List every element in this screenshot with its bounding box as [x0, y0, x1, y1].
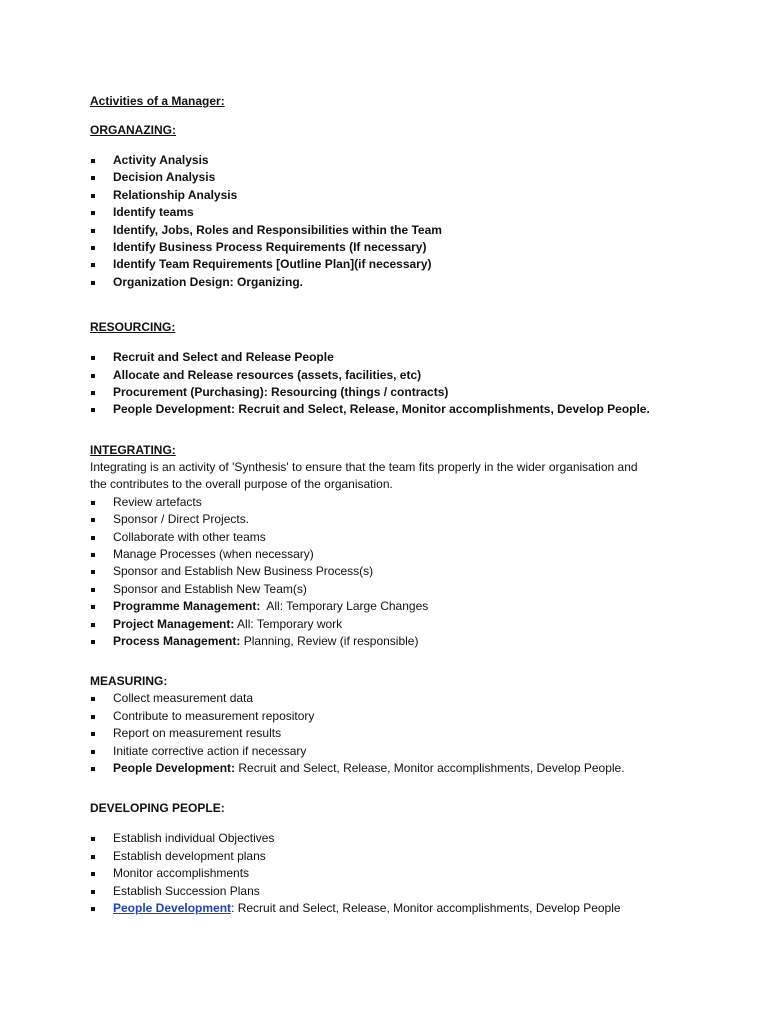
- list-item: Recruit and Select and Release People: [90, 349, 690, 366]
- mgmt-label: Process Management:: [113, 633, 241, 648]
- integrating-list: [90, 494, 690, 651]
- document-title: Activities of a Manager:: [90, 94, 225, 108]
- list-item: People Development: Recruit and Select, Release, Monitor accomplishments, Develop People.: [90, 401, 690, 418]
- mgmt-text: All: Temporary Large Changes: [260, 599, 429, 614]
- measuring-list: [90, 690, 690, 777]
- developing-people-list: [90, 830, 690, 917]
- list-item: [90, 900, 690, 917]
- item-label: People Development:: [113, 760, 236, 775]
- list-item: Identify, Jobs, Roles and Responsibilities within the Team: [90, 222, 690, 239]
- measuring-heading: MEASURING:: [90, 674, 168, 689]
- list-item: Sponsor and Establish New Business Process(s): [90, 563, 690, 580]
- mgmt-label: Programme Management:: [113, 599, 261, 614]
- organizing-heading: ORGANAZING:: [90, 123, 176, 137]
- item-text: : Recruit and Select, Release, Monitor accomplishments, Develop People: [231, 901, 621, 915]
- list-item: [90, 598, 690, 615]
- people-development-link[interactable]: People Development: [113, 901, 232, 915]
- list-item: Procurement (Purchasing): Resourcing (things / contracts): [90, 384, 690, 401]
- list-item: Monitor accomplishments: [90, 865, 690, 882]
- list-item: Establish individual Objectives: [90, 830, 690, 847]
- list-item: Organization Design: Organizing.: [90, 274, 690, 291]
- integrating-intro-line2: the contributes to the overall purpose of the organisation.: [90, 477, 393, 492]
- list-item: Collect measurement data: [90, 690, 690, 707]
- list-item: Relationship Analysis: [90, 187, 690, 204]
- list-item: Decision Analysis: [90, 169, 690, 186]
- resourcing-list: [90, 349, 690, 419]
- list-item: Identify Team Requirements [Outline Plan](if necessary): [90, 256, 690, 273]
- list-item: Allocate and Release resources (assets, facilities, etc): [90, 367, 690, 384]
- organizing-list: [90, 152, 690, 291]
- mgmt-label: Project Management:: [113, 616, 235, 631]
- list-item: Manage Processes (when necessary): [90, 546, 690, 563]
- list-item: Identify teams: [90, 204, 690, 221]
- list-item: Report on measurement results: [90, 725, 690, 742]
- mgmt-text: Planning, Review (if responsible): [240, 633, 419, 648]
- integrating-heading: INTEGRATING:: [90, 442, 176, 457]
- integrating-intro-line1: Integrating is an activity of 'Synthesis' to ensure that the team fits properly in the wider organisation and: [90, 459, 638, 474]
- list-item: Activity Analysis: [90, 152, 690, 169]
- item-text: Recruit and Select, Release, Monitor accomplishments, Develop People.: [235, 760, 625, 775]
- list-item: [90, 760, 690, 777]
- list-item: [90, 616, 690, 633]
- list-item: Review artefacts: [90, 494, 690, 511]
- mgmt-text: All: Temporary work: [234, 616, 343, 631]
- list-item: Sponsor and Establish New Team(s): [90, 581, 690, 598]
- list-item: Establish development plans: [90, 848, 690, 865]
- developing-people-heading: DEVELOPING PEOPLE:: [90, 801, 225, 816]
- list-item: Collaborate with other teams: [90, 529, 690, 546]
- list-item: Contribute to measurement repository: [90, 708, 690, 725]
- list-item: Sponsor / Direct Projects.: [90, 511, 690, 528]
- list-item: Establish Succession Plans: [90, 883, 690, 900]
- resourcing-heading: RESOURCING:: [90, 320, 176, 335]
- list-item: Initiate corrective action if necessary: [90, 743, 690, 760]
- list-item: Identify Business Process Requirements (If necessary): [90, 239, 690, 256]
- document-page: [90, 93, 690, 917]
- list-item: [90, 633, 690, 650]
